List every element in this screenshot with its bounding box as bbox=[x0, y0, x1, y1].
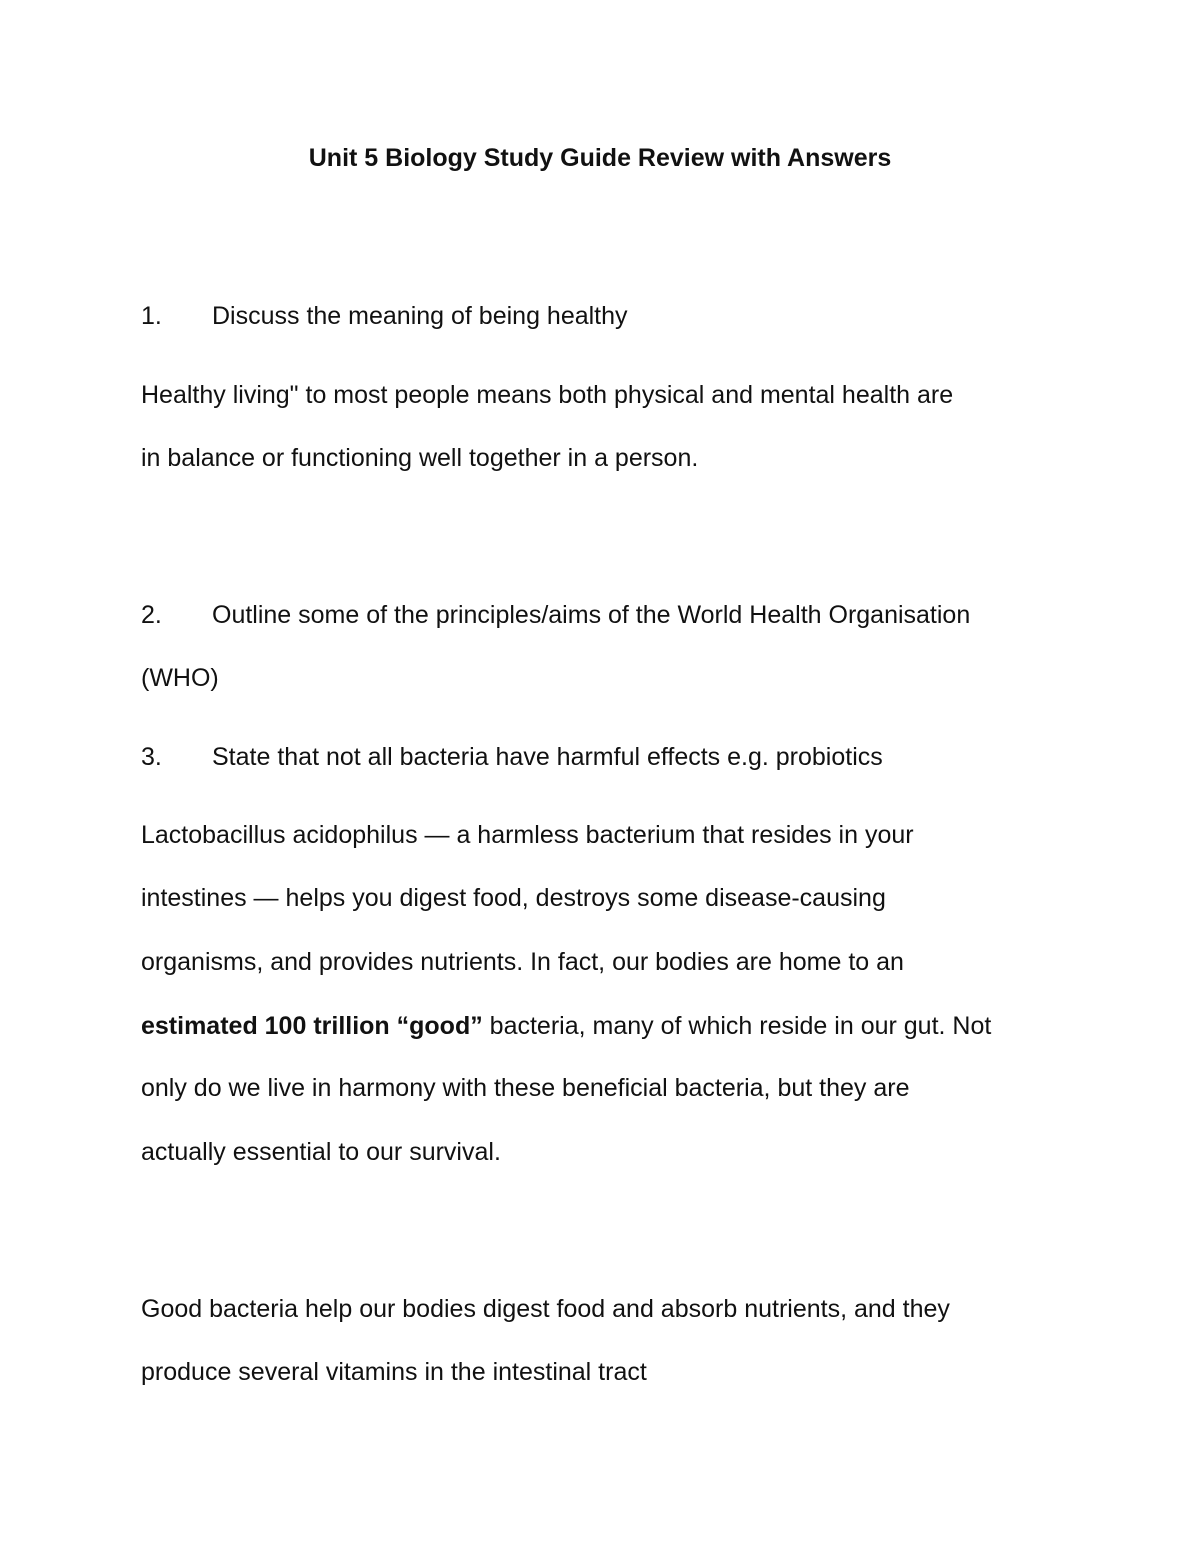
answer-3-line-5: only do we live in harmony with these beneficial bacteria, but they are bbox=[141, 1074, 910, 1102]
question-1 bbox=[141, 299, 628, 333]
answer-3-line-6: actually essential to our survival. bbox=[141, 1138, 501, 1166]
question-3-number: 3. bbox=[141, 743, 162, 771]
question-2 bbox=[141, 598, 970, 632]
question-2-line-2: (WHO) bbox=[141, 664, 219, 692]
question-2-text: Outline some of the principles/aims of the World Health Organisation bbox=[212, 601, 971, 629]
answer-3b-line-2: produce several vitamins in the intestinal tract bbox=[141, 1358, 647, 1386]
answer-3-line-4-rest: bacteria, many of which reside in our gut. Not bbox=[482, 1012, 992, 1040]
question-1-text: Discuss the meaning of being healthy bbox=[212, 302, 628, 330]
answer-3-bold-phrase: estimated 100 trillion “good” bbox=[141, 1012, 483, 1040]
answer-3b-line-1: Good bacteria help our bodies digest food and absorb nutrients, and they bbox=[141, 1295, 950, 1323]
answer-1-line-1: Healthy living" to most people means both physical and mental health are bbox=[141, 381, 954, 409]
document-title: Unit 5 Biology Study Guide Review with Answers bbox=[308, 144, 892, 172]
question-3-text: State that not all bacteria have harmful effects e.g. probiotics bbox=[212, 743, 883, 771]
answer-3-line-3: organisms, and provides nutrients. In fact, our bodies are home to an bbox=[141, 948, 904, 976]
question-1-number: 1. bbox=[141, 302, 162, 330]
question-2-number: 2. bbox=[141, 601, 162, 629]
question-3 bbox=[141, 740, 883, 774]
answer-3-line-2: intestines — helps you digest food, destroys some disease-causing bbox=[141, 884, 886, 912]
answer-1-line-2: in balance or functioning well together in a person. bbox=[141, 444, 699, 472]
answer-3-line-1: Lactobacillus acidophilus — a harmless bacterium that resides in your bbox=[141, 821, 914, 849]
answer-3-line-4 bbox=[141, 1009, 991, 1043]
